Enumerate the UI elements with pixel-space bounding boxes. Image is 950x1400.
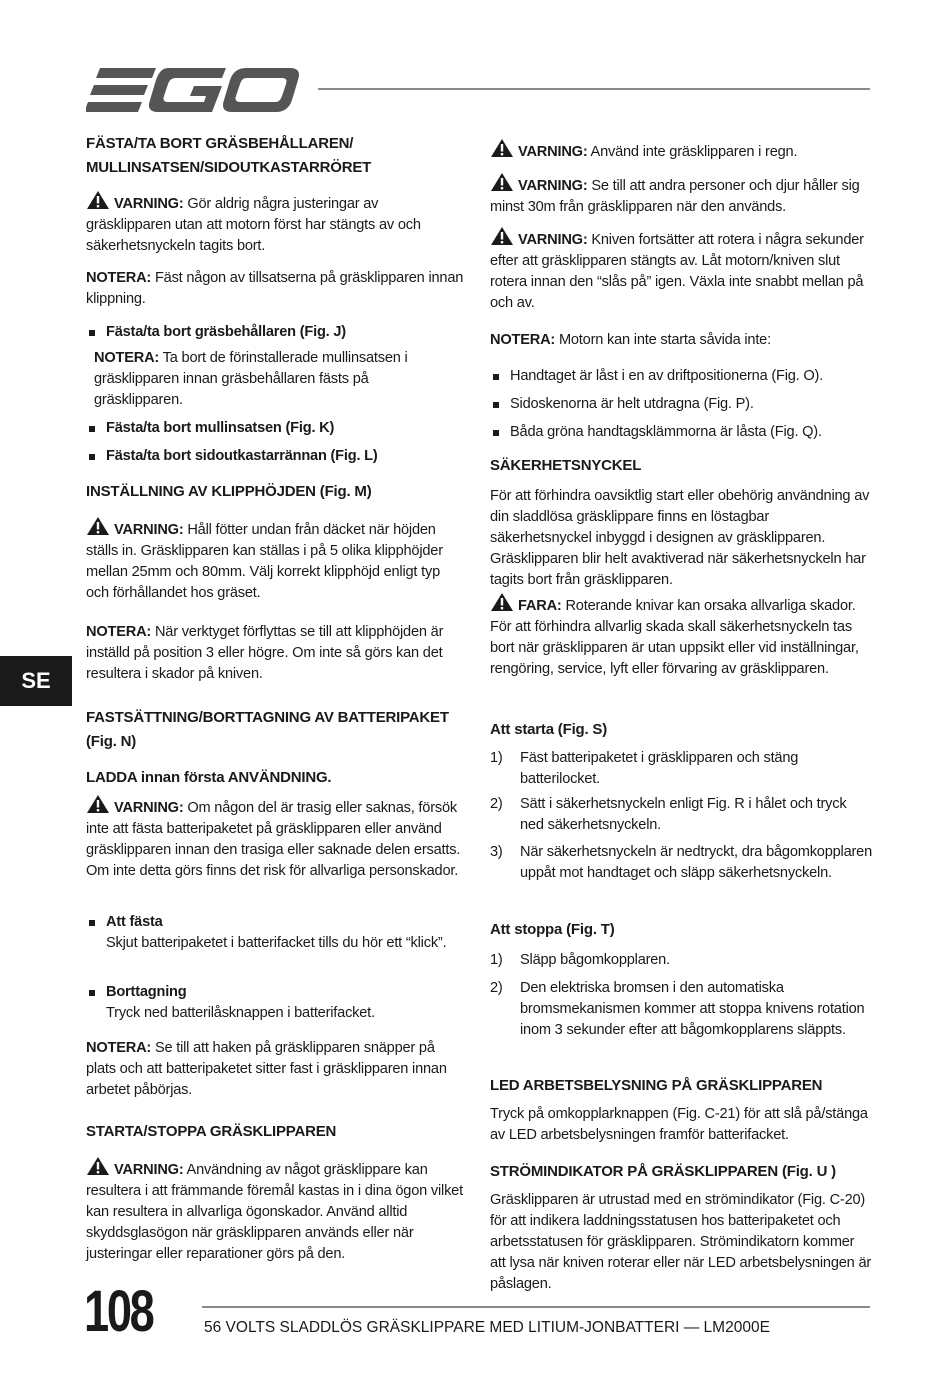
bullet-text: Fästa/ta bort mullinsatsen (Fig. K) [106, 420, 335, 436]
heading-line: MULLINSATSEN/SIDOUTKASTARRÖRET [86, 159, 372, 176]
warning-text: Använd inte gräsklipparen i regn. [590, 144, 798, 160]
footer-rule [202, 1306, 870, 1308]
numbered-item [490, 950, 872, 971]
section-heading: SÄKERHETSNYCKEL [490, 457, 642, 474]
bullet-square-icon [493, 374, 499, 380]
note-keyword: NOTERA: [86, 270, 152, 286]
warning-text: Håll fötter undan från däcket när höjden ställs in. Gräsklipparen kan ställas i på 5 olika klipphöjder mellan 25mm och 80mm. Välj korrekt klipphöjd enligt typ och förhållandet hos gräset. [86, 522, 443, 601]
item-text: Den elektriska bromsen i den automatiska bromsmekanismen kommer att stoppa knivens rotation inom 3 sekunder efter att bågomkopplarens släppts. [520, 980, 865, 1038]
bullet-item [490, 366, 872, 387]
item-number: 1) [490, 750, 503, 766]
warning-text: Kniven fortsätter att rotera i några sekunder efter att gräsklipparen stängts av. Låt motorn/kniven slut rotera innan den “slås på” igen. Växla inte snabbt mellan på och av. [490, 232, 864, 311]
section-heading: STRÖMINDIKATOR PÅ GRÄSKLIPPAREN (Fig. U ) [490, 1163, 836, 1180]
warning-block [86, 794, 464, 882]
bullet-text: Tryck ned batterilåsknappen i batterifacket. [106, 1005, 375, 1021]
bullet-square-icon [89, 990, 95, 996]
numbered-item [490, 842, 872, 884]
numbered-item [490, 978, 872, 1041]
heading-line: (Fig. N) [86, 733, 137, 750]
bullet-square-icon [493, 430, 499, 436]
heading-line: FÄSTA/TA BORT GRÄSBEHÅLLAREN/ [86, 135, 354, 152]
bullet-square-icon [89, 330, 95, 336]
ego-logo [86, 64, 300, 116]
warning-block [490, 172, 872, 218]
section-heading: INSTÄLLNING AV KLIPPHÖJDEN (Fig. M) [86, 483, 372, 500]
warning-triangle-icon [490, 172, 514, 192]
note-block [86, 1038, 464, 1101]
warning-block [86, 1156, 464, 1265]
section-heading [86, 132, 464, 180]
warning-keyword: VARNING: [114, 1162, 184, 1178]
warning-triangle-icon [86, 516, 110, 536]
warning-text: Om någon del är trasig eller saknas, försök inte att fästa batteripaketet på gräsklipparen eller använd gräsklipparen innan den trasiga eller saknade delen ersatts. Om inte detta görs finns det risk för allvarliga personskador. [86, 800, 461, 879]
numbered-item [490, 794, 872, 836]
warning-triangle-icon [490, 138, 514, 158]
warning-keyword: VARNING: [114, 196, 184, 212]
note-text: Se till att haken på gräsklipparen snäpper på plats och att batteripaketet sitter fast i gräsklipparen innan arbetet påbörjas. [86, 1040, 447, 1098]
note-text: När verktyget förflyttas se till att klipphöjden är inställd på position 3 eller högre. Om inte så görs kan det resultera i skador på kniven. [86, 624, 444, 682]
header-rule [318, 88, 870, 90]
section-heading: STARTA/STOPPA GRÄSKLIPPAREN [86, 1123, 337, 1140]
danger-keyword: FARA: [518, 598, 562, 614]
danger-block [490, 592, 872, 680]
warning-triangle-icon [86, 1156, 110, 1176]
bullet-title: Att fästa [106, 914, 163, 930]
warning-triangle-icon [490, 226, 514, 246]
note-keyword: NOTERA: [86, 1040, 152, 1056]
warning-keyword: VARNING: [518, 232, 588, 248]
section-heading: LED ARBETSBELYSNING PÅ GRÄSKLIPPAREN [490, 1077, 823, 1094]
section-heading [86, 706, 464, 754]
bullet-item [490, 394, 872, 415]
numbered-item [490, 748, 872, 790]
heading-line: FASTSÄTTNING/BORTTAGNING AV BATTERIPAKET [86, 709, 449, 726]
language-tab: SE [0, 656, 72, 706]
bullet-title: Borttagning [106, 984, 187, 1000]
warning-keyword: VARNING: [114, 522, 184, 538]
warning-keyword: VARNING: [518, 178, 588, 194]
warning-block [490, 226, 872, 314]
note-keyword: NOTERA: [490, 332, 556, 348]
bullet-square-icon [493, 402, 499, 408]
warning-triangle-icon [490, 592, 514, 612]
bullet-square-icon [89, 426, 95, 432]
bullet-item [86, 322, 464, 343]
item-text: När säkerhetsnyckeln är nedtryckt, dra bågomkopplaren uppåt mot handtaget och släpp säkerhetsnyckeln. [520, 844, 872, 881]
note-text: Ta bort de förinstallerade mullinsatsen i gräsklipparen innan gräsbehållaren fästs på gräsklipparen. [94, 350, 408, 408]
danger-text: Roterande knivar kan orsaka allvarliga skador. För att förhindra allvarlig skada skall säkerhetsnyckeln tas bort när gräsklipparen är utan uppsikt eller vid inställningar, rengöring, service, lyft eller förvaring av gräsklipparen. [490, 598, 859, 677]
bullet-text: Fästa/ta bort sidoutkastarrännan (Fig. L) [106, 448, 378, 464]
section-heading: Att stoppa (Fig. T) [490, 921, 615, 938]
warning-block [490, 138, 872, 163]
warning-keyword: VARNING: [114, 800, 184, 816]
warning-block [86, 190, 464, 257]
paragraph: Gräsklipparen är utrustad med en strömindikator (Fig. C-20) för att indikera laddningsstatusen hos batteripaketet och arbetsstatusen för gräsklipparen. Strömindikatorn kommer att lysa när kniven roterar eller när LED arbetsbelysningen är påslagen. [490, 1192, 872, 1292]
paragraph: Tryck på omkopplarknappen (Fig. C-21) för att slå på/stänga av LED arbetsbelysningen framför batterifacket. [490, 1106, 868, 1143]
bullet-item [86, 446, 464, 467]
bullet-text: Sidoskenorna är helt utdragna (Fig. P). [510, 396, 754, 412]
warning-text: Se till att andra personer och djur håller sig minst 30m från gräsklipparen när den används. [490, 178, 860, 215]
warning-block [86, 516, 464, 604]
warning-triangle-icon [86, 190, 110, 210]
section-heading: LADDA innan första ANVÄNDNING. [86, 769, 332, 786]
item-number: 3) [490, 844, 503, 860]
warning-triangle-icon [86, 794, 110, 814]
bullet-item [86, 982, 464, 1024]
bullet-text: Skjut batteripaketet i batterifacket tills du hör ett “klick”. [106, 935, 447, 951]
bullet-text: Handtaget är låst i en av driftpositionerna (Fig. O). [510, 368, 824, 384]
bullet-square-icon [89, 920, 95, 926]
note-block [490, 330, 872, 351]
note-text: Motorn kan inte starta såvida inte: [558, 332, 771, 348]
bullet-text: Båda gröna handtagsklämmorna är låsta (Fig. Q). [510, 424, 822, 440]
note-keyword: NOTERA: [86, 624, 152, 640]
bullet-text: Fästa/ta bort gräsbehållaren (Fig. J) [106, 324, 346, 340]
note-block [86, 268, 464, 310]
warning-keyword: VARNING: [518, 144, 588, 160]
item-text: Fäst batteripaketet i gräsklipparen och stäng batterilocket. [520, 750, 799, 787]
warning-text: Gör aldrig några justeringar av gräsklipparen utan att motorn först har stängts av och säkerhetsnyckeln tagits bort. [86, 196, 421, 254]
warning-text: Användning av något gräsklippare kan resultera i att främmande föremål kastas in i dina ögon vilket kan resultera in allvarliga ögonskador. Använd alltid skyddsglasögon när gräsklipparen används eller när justeringar eller reparationer görs på den. [86, 1162, 463, 1262]
note-block [94, 348, 424, 411]
bullet-item [86, 912, 464, 954]
bullet-square-icon [89, 454, 95, 460]
bullet-item [490, 422, 872, 443]
item-number: 2) [490, 980, 503, 996]
section-heading: Att starta (Fig. S) [490, 721, 608, 738]
item-number: 1) [490, 952, 503, 968]
note-keyword: NOTERA: [94, 350, 160, 366]
note-text: Fäst någon av tillsatserna på gräsklipparen innan klippning. [86, 270, 464, 307]
note-block [86, 622, 464, 685]
item-number: 2) [490, 796, 503, 812]
footer-title: 56 VOLTS SLADDLÖS GRÄSKLIPPARE MED LITIUM-JONBATTERI — LM2000E [204, 1319, 770, 1336]
item-text: Släpp bågomkopplaren. [520, 952, 670, 968]
item-text: Sätt i säkerhetsnyckeln enligt Fig. R i hålet och tryck ned säkerhetsnyckeln. [520, 796, 847, 833]
page-number: 108 [84, 1279, 153, 1344]
bullet-item [86, 418, 464, 439]
paragraph: För att förhindra oavsiktlig start eller obehörig användning av din sladdlösa gräsklippare finns en löstagbar säkerhetsnyckel inbyggd i designen av gräsklipparen. Gräsklipparen blir helt avaktiverad när säkerhetsnyckeln har tagits bort från gräsklipparen. [490, 488, 870, 588]
